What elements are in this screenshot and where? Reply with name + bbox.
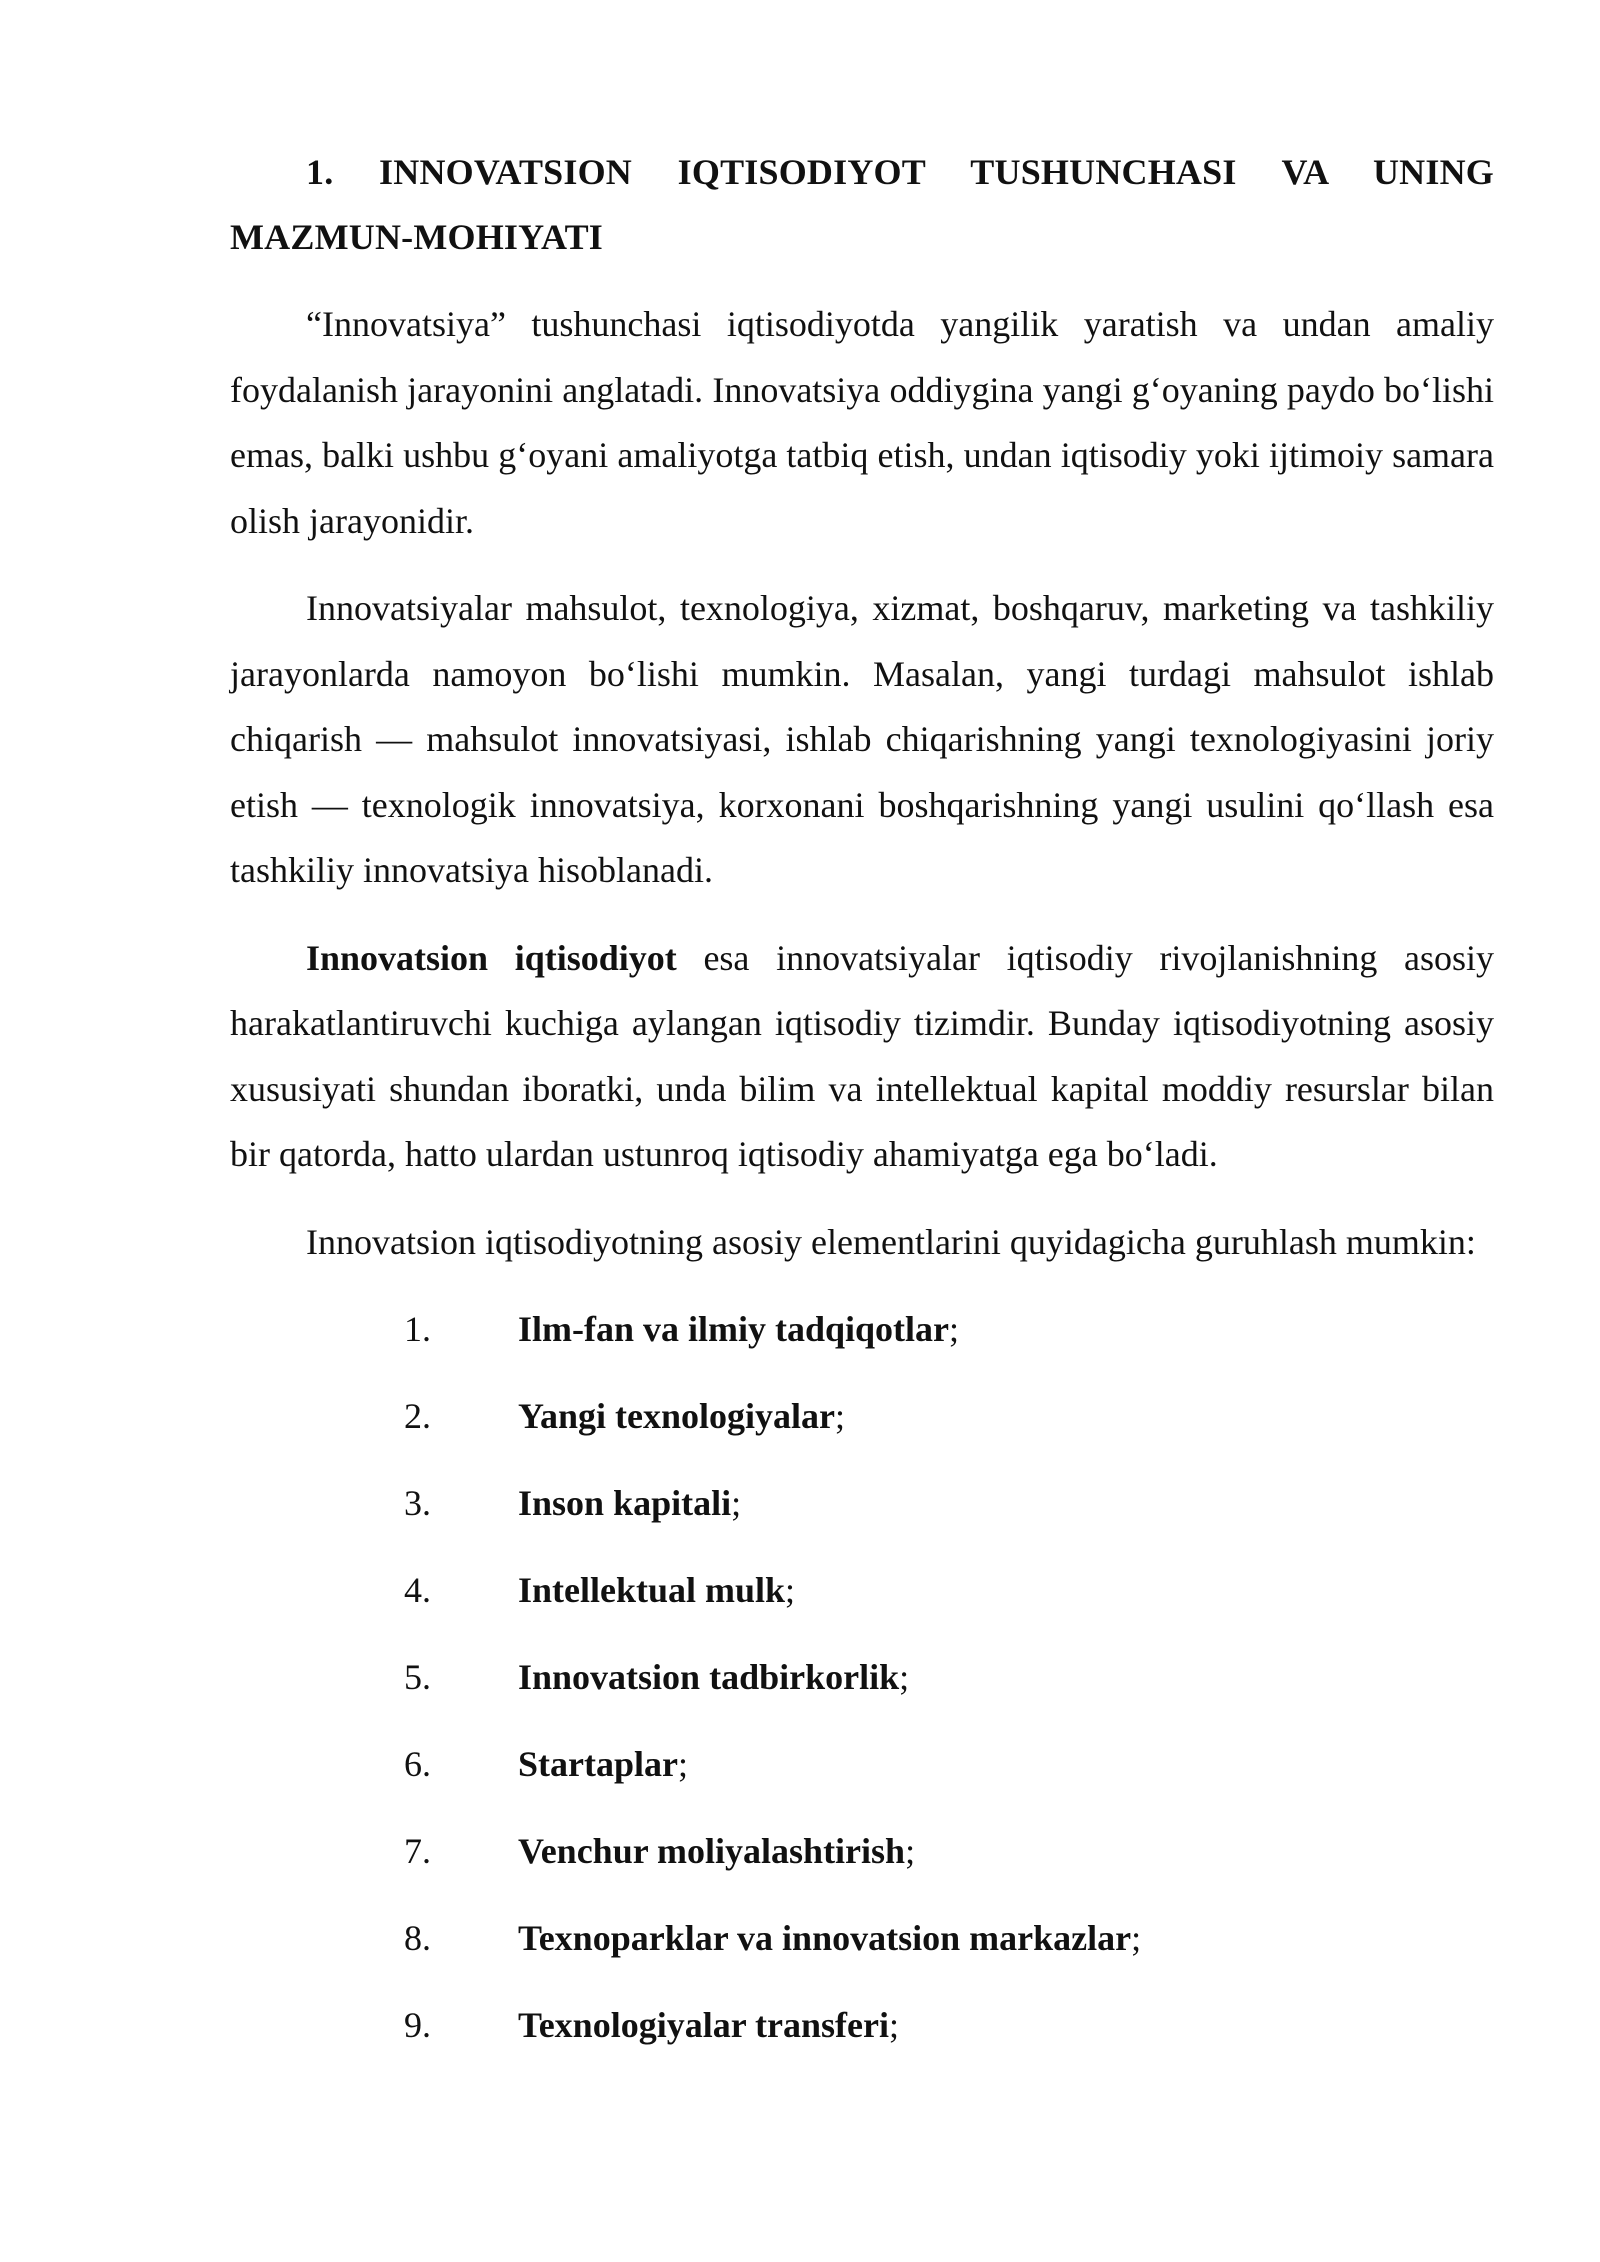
list-item bbox=[230, 1645, 1494, 1732]
paragraph-elements-intro bbox=[230, 1210, 1494, 1276]
list-item-suffix: ; bbox=[889, 2005, 900, 2045]
document-page bbox=[230, 140, 1494, 2080]
list-item bbox=[230, 1384, 1494, 1471]
list-item-text bbox=[518, 1819, 915, 1884]
list-item bbox=[230, 1471, 1494, 1558]
list-item-term: Intellektual mulk bbox=[518, 1570, 786, 1610]
list-item-suffix: ; bbox=[905, 1831, 916, 1871]
list-item-number: 7. bbox=[404, 1831, 431, 1871]
list-item-suffix: ; bbox=[949, 1309, 960, 1349]
list-item-number: 4. bbox=[404, 1570, 431, 1610]
list-item-number: 2. bbox=[404, 1396, 431, 1436]
list-item-term: Inson kapitali bbox=[518, 1483, 732, 1523]
paragraph-text: esa innovatsiyalar iqtisodiy rivojlanishning asosiy harakatlantiruvchi kuchiga aylangan iqtisodiy tizimdir. Bunday iqtisodiyotning asosiy xususiyati shundan iboratki, unda bilim va intellektual kapital moddiy resurslar bilan bir qatorda, hatto ulardan ustunroq iqtisodiy ahamiyatga ega bo‘ladi. bbox=[230, 937, 1495, 1174]
list-item-text bbox=[518, 1471, 741, 1536]
list-item-term: Startaplar bbox=[518, 1744, 678, 1784]
list-item-text bbox=[518, 1906, 1141, 1971]
list-item-text bbox=[518, 1645, 909, 1710]
list-item-suffix: ; bbox=[835, 1396, 846, 1436]
list-item-suffix: ; bbox=[731, 1483, 742, 1523]
list-item-text bbox=[518, 1384, 845, 1449]
list-item bbox=[230, 1906, 1494, 1993]
list-item-term: Yangi texnologiyalar bbox=[518, 1396, 836, 1436]
list-item-term: Ilm-fan va ilmiy tadqiqotlar bbox=[518, 1309, 950, 1349]
list-item-number: 6. bbox=[404, 1744, 431, 1784]
list-item-suffix: ; bbox=[899, 1657, 910, 1697]
list-item-suffix: ; bbox=[785, 1570, 796, 1610]
section-heading: 1. INNOVATSION IQTISODIYOT TUSHUNCHASI VA UNING MAZMUN-MOHIYATI bbox=[230, 152, 1494, 257]
list-item-term: Texnologiyalar transferi bbox=[518, 2005, 889, 2045]
list-item-suffix: ; bbox=[1131, 1918, 1142, 1958]
list-item-number: 5. bbox=[404, 1657, 431, 1697]
paragraph-text: Innovatsion iqtisodiyotning asosiy elementlarini quyidagicha guruhlash mumkin: bbox=[306, 1221, 1476, 1262]
list-item-suffix: ; bbox=[677, 1744, 688, 1784]
list-item-number: 1. bbox=[404, 1309, 431, 1349]
list-item bbox=[230, 1819, 1494, 1906]
paragraph-innovation-types bbox=[230, 576, 1494, 904]
bold-term: Innovatsion iqtisodiyot bbox=[306, 937, 677, 978]
list-item-term: Venchur moliyalashtirish bbox=[518, 1831, 906, 1871]
list-item bbox=[230, 1993, 1494, 2080]
paragraph-text: Innovatsiyalar mahsulot, texnologiya, xizmat, boshqaruv, marketing va tashkiliy jarayonlarda namoyon bo‘lishi mumkin. Masalan, yangi turdagi mahsulot ishlab chiqarish — mahsulot innovatsiyasi, ishlab chiqarishning yangi texnologiyasini joriy etish — texnologik innovatsiya, korxonani boshqarishning yangi usulini qo‘llash esa tashkiliy innovatsiya hisoblanadi. bbox=[230, 588, 1494, 890]
list-item-text bbox=[518, 1297, 959, 1362]
paragraph-text: “Innovatsiya” tushunchasi iqtisodiyotda yangilik yaratish va undan amaliy foydalanish jarayonini anglatadi. Innovatsiya oddiygina yangi g‘oyaning paydo bo‘lishi emas, balki ushbu g‘oyani amaliyotga tatbiq etish, undan iqtisodiy yoki ijtimoiy samara olish jarayonidir. bbox=[230, 304, 1494, 541]
list-item-term: Texnoparklar va innovatsion markazlar bbox=[518, 1918, 1132, 1958]
list-item bbox=[230, 1732, 1494, 1819]
list-item-term: Innovatsion tadbirkorlik bbox=[518, 1657, 900, 1697]
paragraph-innovation-definition bbox=[230, 292, 1494, 554]
list-item-number: 9. bbox=[404, 2005, 431, 2045]
list-item-text bbox=[518, 1993, 899, 2058]
list-item-text bbox=[518, 1732, 688, 1797]
list-item-text bbox=[518, 1558, 795, 1623]
list-item-number: 3. bbox=[404, 1483, 431, 1523]
paragraph-innovative-economy bbox=[230, 926, 1494, 1188]
elements-list bbox=[230, 1297, 1494, 2080]
list-item bbox=[230, 1558, 1494, 1645]
list-item bbox=[230, 1297, 1494, 1384]
list-item-number: 8. bbox=[404, 1918, 431, 1958]
